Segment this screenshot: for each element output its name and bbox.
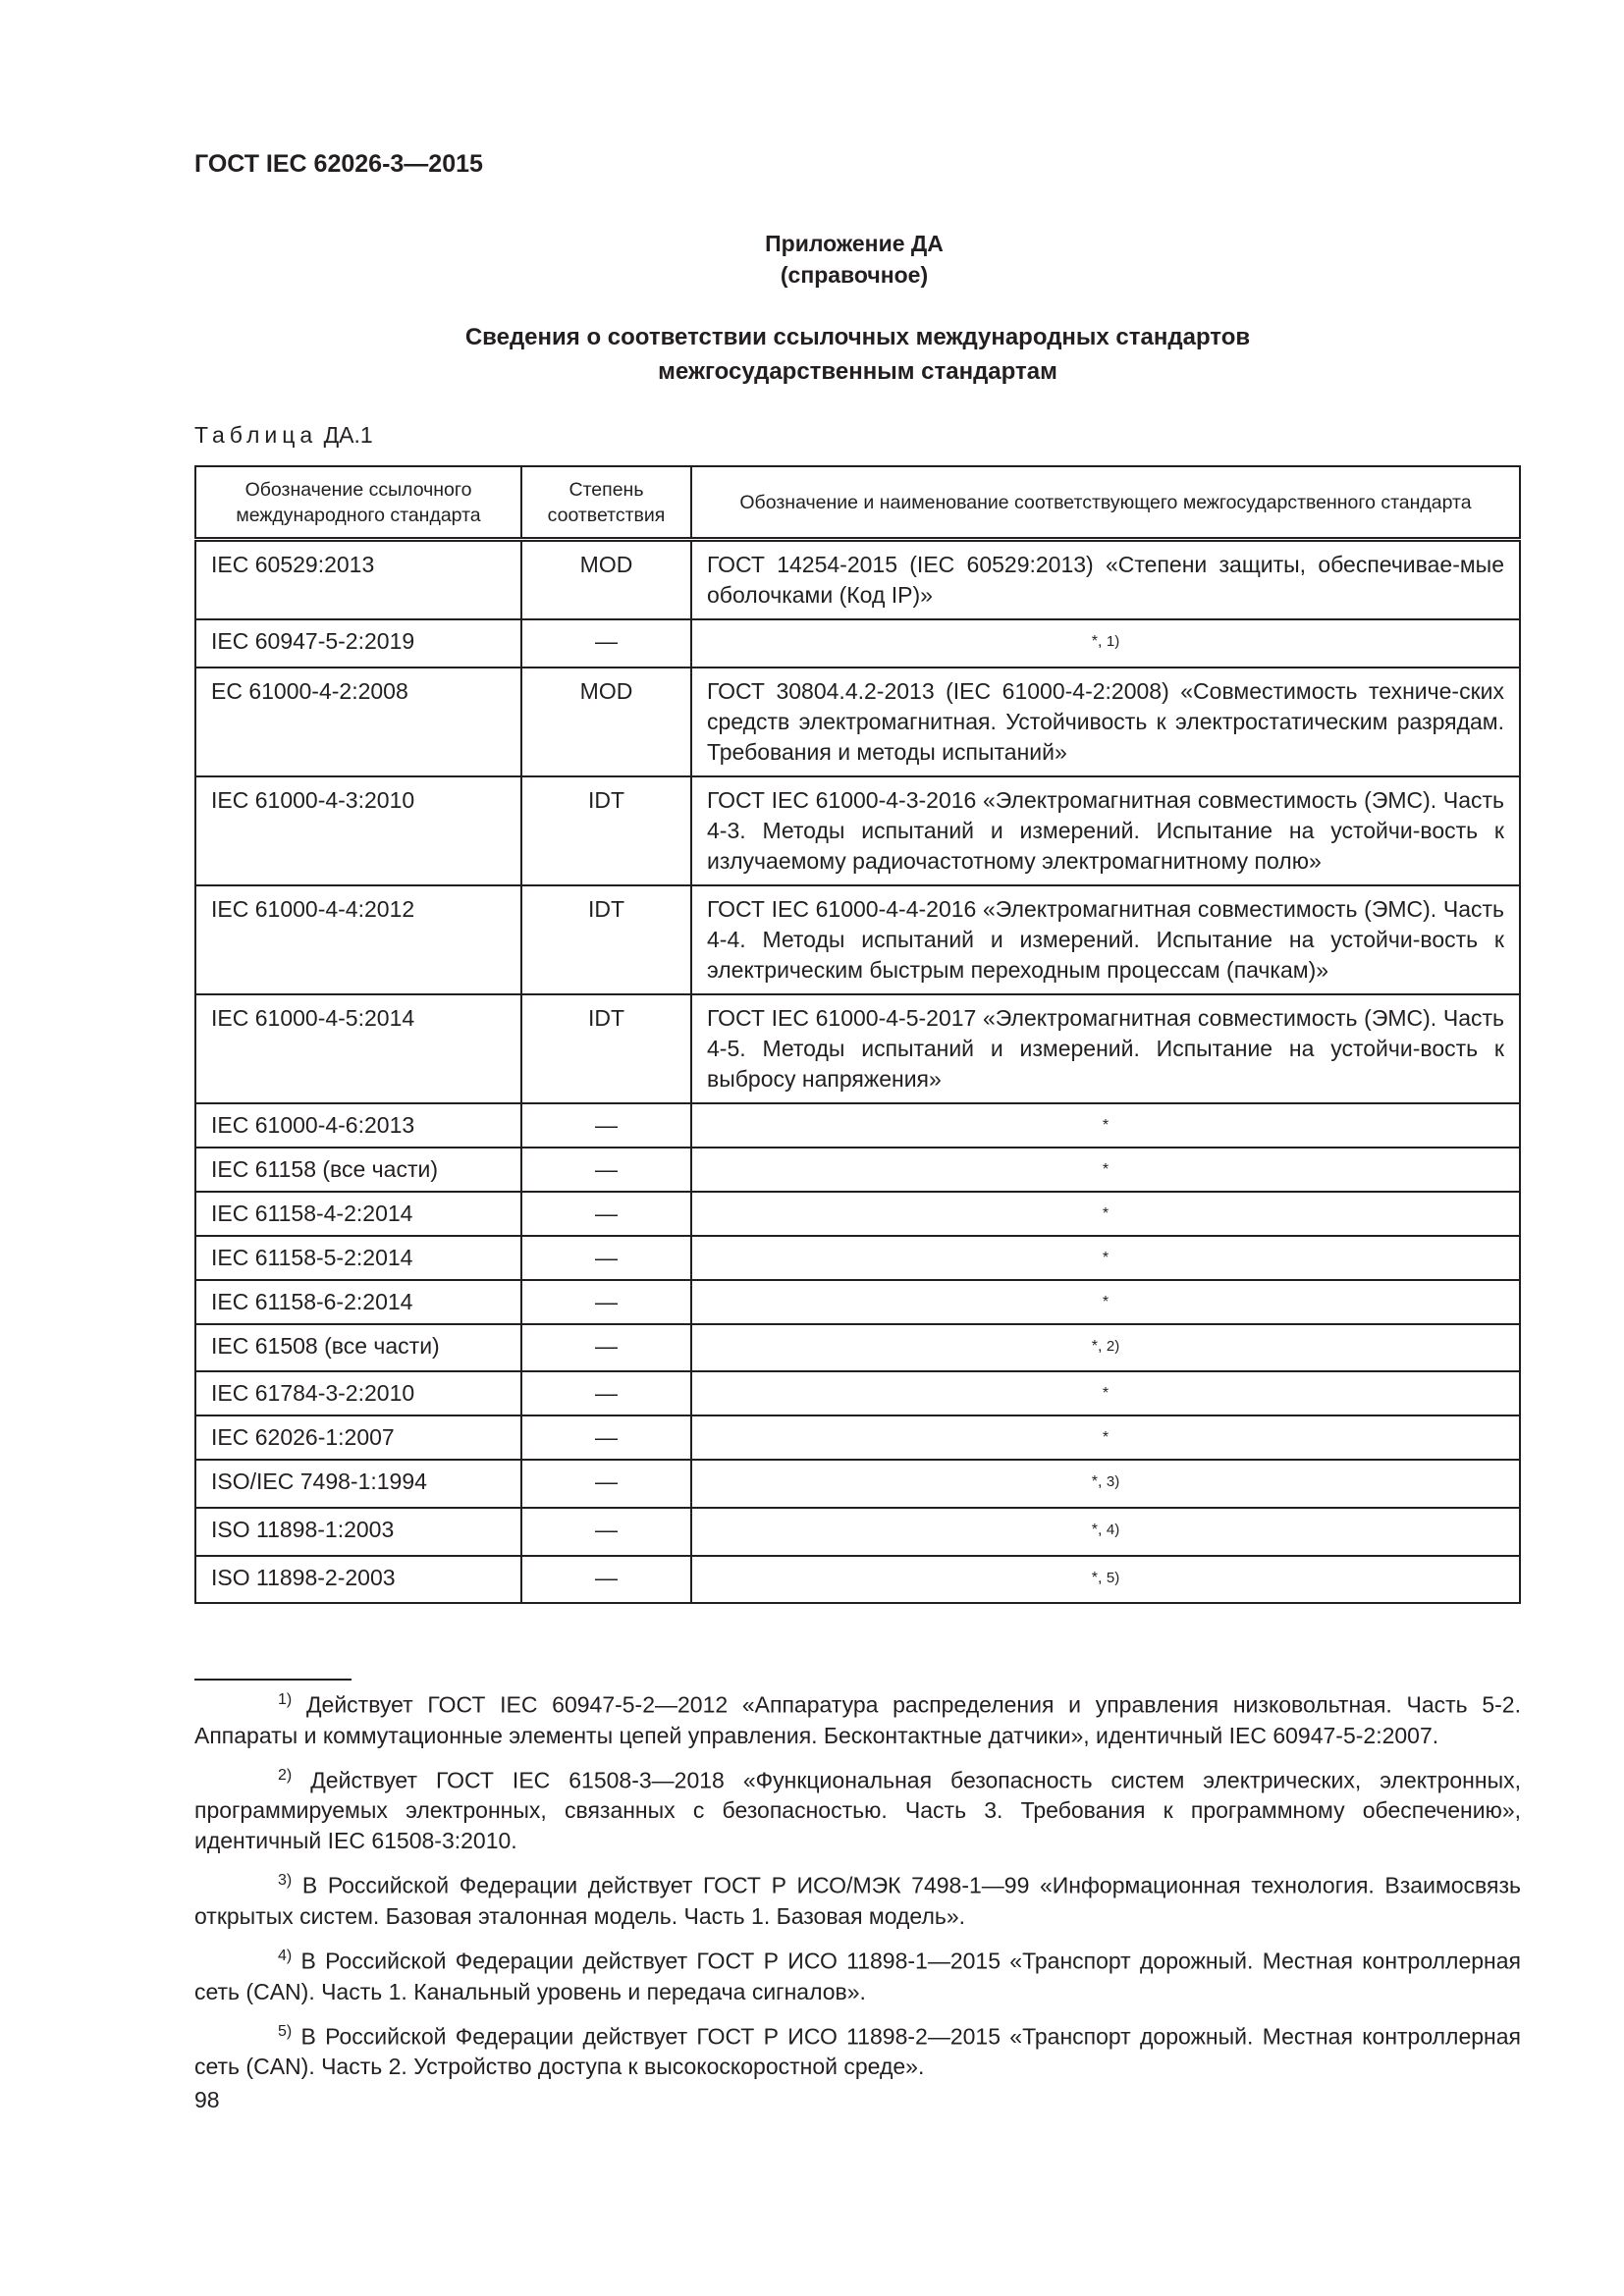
interstate-standard-text: *, (1091, 1521, 1107, 1538)
footnote-mark: 3) (278, 1872, 293, 1890)
footnote (194, 1865, 1521, 1932)
interstate-standard-text: ГОСТ 30804.4.2-2013 (IEC 61000-4-2:2008) «Совместимость техниче-ских средств электромагнитная. Устойчивость к электростатическим разрядам. Требования и методы испытаний» (707, 677, 1504, 765)
footnote (194, 1760, 1521, 1857)
table-row (195, 1556, 1520, 1604)
footnote-mark: 4) (278, 1947, 293, 1964)
page-number: 98 (194, 2087, 220, 2112)
conformity-degree: — (521, 1192, 691, 1236)
interstate-standard (691, 1148, 1520, 1192)
reference-standard: IEC 60529:2013 (195, 540, 521, 620)
interstate-standard-text: * (1102, 1249, 1110, 1266)
table-caption (194, 422, 373, 449)
interstate-standard-text: * (1102, 1204, 1110, 1222)
interstate-standard (691, 1371, 1520, 1415)
footnote-mark: 5) (278, 2022, 293, 2040)
reference-standard: IEC 62026-1:2007 (195, 1415, 521, 1460)
footnote (194, 2016, 1521, 2083)
interstate-standard (691, 994, 1520, 1103)
interstate-standard (691, 619, 1520, 667)
section-title (194, 320, 1521, 389)
conformity-degree: IDT (521, 885, 691, 994)
footnotes (194, 1684, 1521, 2091)
conformity-degree: — (521, 1460, 691, 1508)
footnote-mark: 2) (278, 1766, 293, 1784)
footnote-ref: 5) (1106, 1569, 1120, 1586)
reference-standard: IEC 60947-5-2:2019 (195, 619, 521, 667)
interstate-standard (691, 1460, 1520, 1508)
interstate-standard (691, 1103, 1520, 1148)
interstate-standard-text: *, (1091, 1337, 1107, 1355)
conformity-degree: IDT (521, 776, 691, 885)
interstate-standard-text: ГОСТ IEC 61000-4-4-2016 «Электромагнитная совместимость (ЭМС). Часть 4-4. Методы испытаний и измерений. Испытание на устойчи-вость к электрическим быстрым переходным процессам (пачкам)» (707, 895, 1504, 983)
interstate-standard-text: * (1102, 1293, 1110, 1310)
section-title-line: Сведения о соответствии ссылочных международных стандартов (464, 324, 1251, 350)
reference-standard: EC 61000-4-2:2008 (195, 667, 521, 776)
column-header: Обозначение и наименование соответствующего межгосударственного стандарта (691, 466, 1520, 540)
interstate-standard-text: * (1102, 1385, 1110, 1403)
appendix-title: Приложение ДА (765, 231, 944, 256)
conformity-degree: — (521, 1280, 691, 1324)
interstate-standard (691, 1415, 1520, 1460)
table-row (195, 1415, 1520, 1460)
appendix-heading (0, 228, 1624, 291)
footnote-text: Действует ГОСТ IEC 60947-5-2—2012 «Аппаратура распределения и управления низковольтная. Часть 5-2. Аппараты и коммутационные элементы цепей управления. Бесконтактные датчики», идентичный IEC 60947-5-2:2007. (194, 1691, 1521, 1748)
footnote-text: В Российской Федерации действует ГОСТ Р ИСО 11898-2—2015 «Транспорт дорожный. Местная контроллерная сеть (CAN). Часть 2. Устройство доступа к высокоскоростной среде». (194, 2023, 1521, 2080)
table-row (195, 1103, 1520, 1148)
table-row (195, 994, 1520, 1103)
interstate-standard (691, 1236, 1520, 1280)
conformity-degree: — (521, 1556, 691, 1604)
conformity-degree: — (521, 1148, 691, 1192)
table-header-row (195, 466, 1520, 540)
interstate-standard-text: * (1102, 1160, 1110, 1178)
reference-standard: IEC 61158 (все части) (195, 1148, 521, 1192)
table-row (195, 1192, 1520, 1236)
table-caption-number: ДА.1 (323, 422, 373, 448)
interstate-standard-text: * (1102, 1116, 1110, 1134)
conformity-degree: MOD (521, 540, 691, 620)
interstate-standard-text: ГОСТ IEC 61000-4-3-2016 «Электромагнитная совместимость (ЭМС). Часть 4-3. Методы испытаний и измерений. Испытание на устойчи-вость к излучаемому радиочастотному электромагнитному полю» (707, 786, 1504, 874)
table-row (195, 619, 1520, 667)
reference-standard: IEC 61000-4-5:2014 (195, 994, 521, 1103)
section-title-line: межгосударственным стандартам (658, 358, 1057, 385)
interstate-standard (691, 1280, 1520, 1324)
conformity-degree: IDT (521, 994, 691, 1103)
reference-standard: ISO 11898-1:2003 (195, 1508, 521, 1556)
table-row (195, 1148, 1520, 1192)
footnote (194, 1941, 1521, 2007)
standards-table (194, 465, 1521, 1604)
conformity-degree: — (521, 1236, 691, 1280)
table-row (195, 885, 1520, 994)
conformity-degree: MOD (521, 667, 691, 776)
reference-standard: IEC 61000-4-6:2013 (195, 1103, 521, 1148)
conformity-degree: — (521, 1324, 691, 1372)
footnote-text: В Российской Федерации действует ГОСТ Р ИСО/МЭК 7498-1—99 «Информационная технология. Взаимосвязь открытых систем. Базовая эталонная модель. Часть 1. Базовая модель». (194, 1872, 1521, 1929)
conformity-degree: — (521, 619, 691, 667)
table-row (195, 540, 1520, 620)
footnote-divider (194, 1679, 352, 1681)
reference-standard: IEC 61158-4-2:2014 (195, 1192, 521, 1236)
conformity-degree: — (521, 1371, 691, 1415)
document-code: ГОСТ IEC 62026-3—2015 (194, 150, 483, 178)
reference-standard: IEC 61158-6-2:2014 (195, 1280, 521, 1324)
footnote-text: В Российской Федерации действует ГОСТ Р ИСО 11898-1—2015 «Транспорт дорожный. Местная контроллерная сеть (CAN). Часть 1. Канальный уровень и передача сигналов». (194, 1948, 1521, 2004)
table-row (195, 1371, 1520, 1415)
table-caption-word: Таблица (194, 422, 318, 448)
footnote-ref: 3) (1106, 1473, 1120, 1491)
table-row (195, 1460, 1520, 1508)
footnote-ref: 2) (1106, 1337, 1120, 1355)
reference-standard: IEC 61508 (все части) (195, 1324, 521, 1372)
table-row (195, 1236, 1520, 1280)
interstate-standard (691, 1192, 1520, 1236)
table-row (195, 1508, 1520, 1556)
reference-standard: IEC 61000-4-3:2010 (195, 776, 521, 885)
table-row (195, 1324, 1520, 1372)
interstate-standard-text: ГОСТ IEC 61000-4-5-2017 «Электромагнитная совместимость (ЭМС). Часть 4-5. Методы испытаний и измерений. Испытание на устойчи-вость к выбросу напряжения» (707, 1004, 1504, 1092)
table-row (195, 776, 1520, 885)
interstate-standard-text: * (1102, 1429, 1110, 1447)
reference-standard: ISO 11898-2-2003 (195, 1556, 521, 1604)
interstate-standard (691, 1324, 1520, 1372)
interstate-standard (691, 885, 1520, 994)
column-header: Обозначение ссылочного международного стандарта (195, 466, 521, 540)
column-header: Степень соответствия (521, 466, 691, 540)
interstate-standard-text: ГОСТ 14254-2015 (IEC 60529:2013) «Степени защиты, обеспечивае-мые оболочками (Код IP)» (707, 552, 1504, 608)
footnote (194, 1684, 1521, 1751)
footnote-ref: 1) (1106, 633, 1120, 650)
conformity-degree: — (521, 1415, 691, 1460)
conformity-degree: — (521, 1508, 691, 1556)
appendix-subtitle: (справочное) (780, 262, 929, 288)
interstate-standard-text: *, (1091, 1473, 1107, 1491)
footnote-mark: 1) (278, 1691, 293, 1708)
reference-standard: IEC 61784-3-2:2010 (195, 1371, 521, 1415)
interstate-standard (691, 776, 1520, 885)
reference-standard: IEC 61158-5-2:2014 (195, 1236, 521, 1280)
conformity-degree: — (521, 1103, 691, 1148)
reference-standard: IEC 61000-4-4:2012 (195, 885, 521, 994)
interstate-standard (691, 1556, 1520, 1604)
table-row (195, 1280, 1520, 1324)
footnote-text: Действует ГОСТ IEC 61508-3—2018 «Функциональная безопасность систем электрических, электронных, программируемых электронных, связанных с безопасностью. Часть 3. Требования к программному обеспечению», идентичный IEC 61508-3:2010. (194, 1767, 1521, 1854)
interstate-standard (691, 1508, 1520, 1556)
reference-standard: ISO/IEC 7498-1:1994 (195, 1460, 521, 1508)
interstate-standard-text: *, (1091, 633, 1107, 650)
interstate-standard (691, 540, 1520, 620)
table-row (195, 667, 1520, 776)
footnote-ref: 4) (1106, 1521, 1120, 1538)
interstate-standard-text: *, (1091, 1569, 1107, 1586)
interstate-standard (691, 667, 1520, 776)
